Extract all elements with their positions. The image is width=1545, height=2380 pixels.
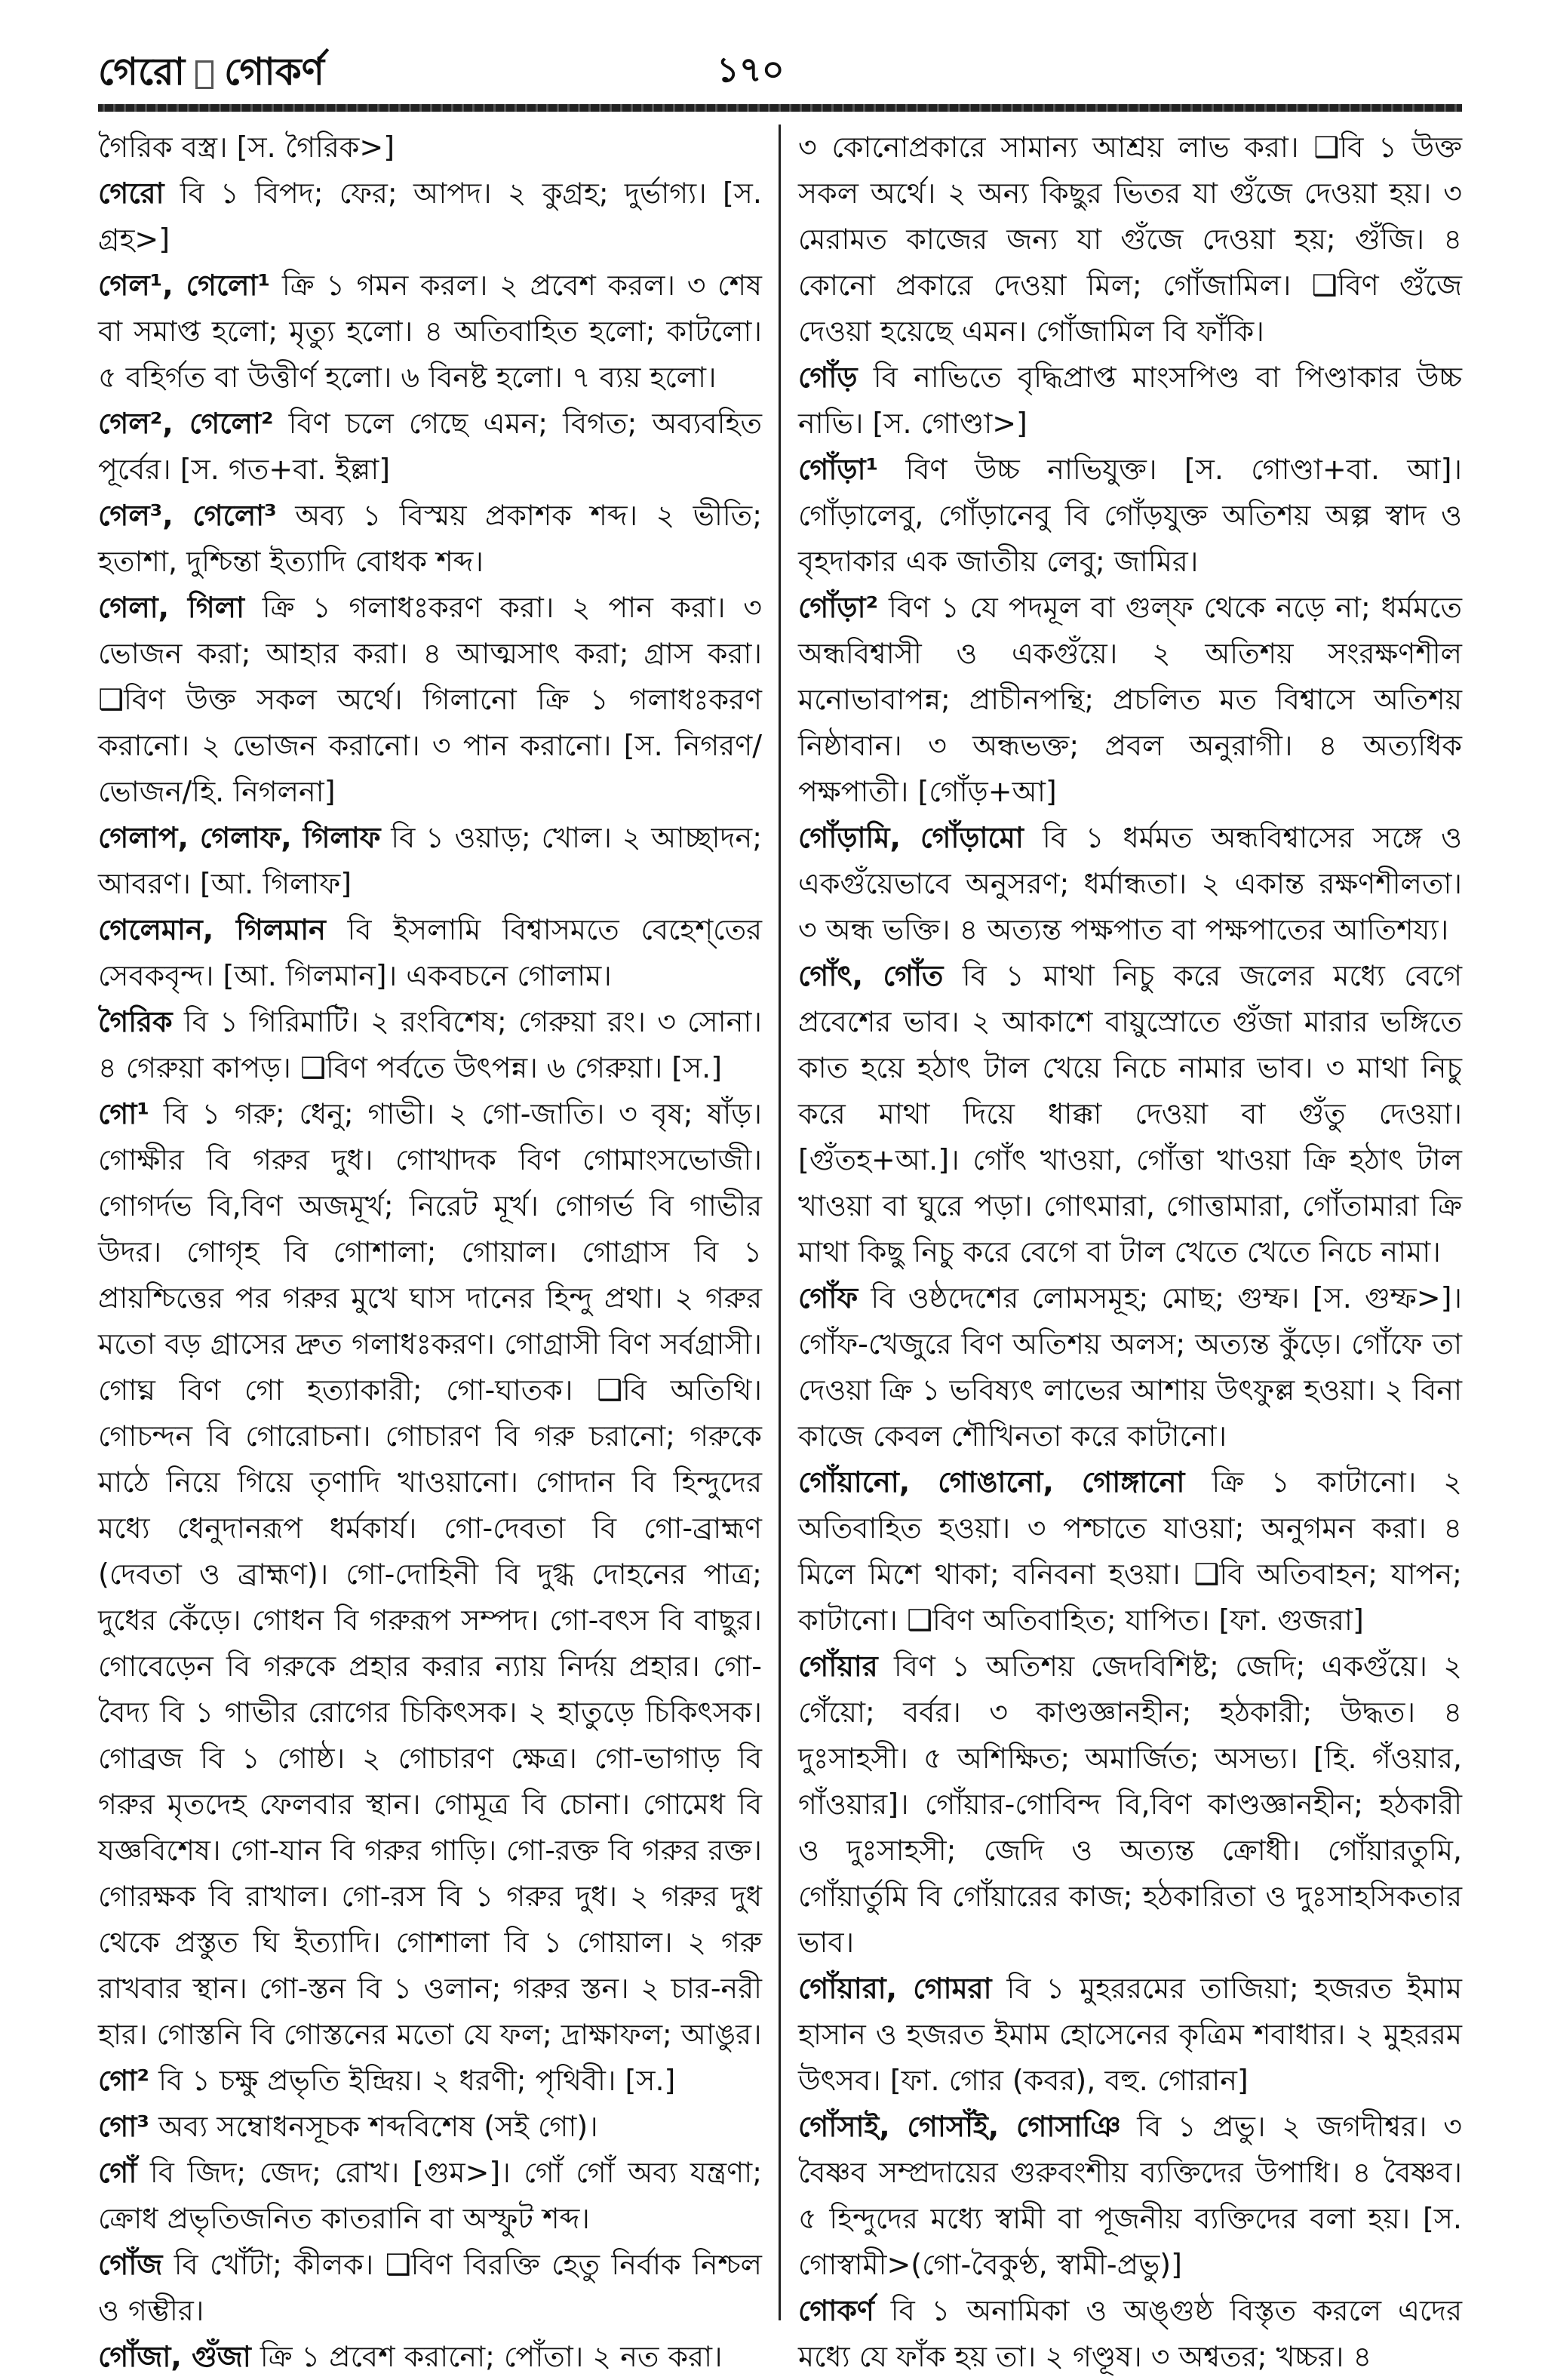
- entry-definition: বি ওষ্ঠদেশের লোমসমূহ; মোছ; গুম্ফ। [স. গুম্ফ>]। গোঁফ-খেজুরে বিণ অতিশয় অলস; অত্যন্ত কুঁড়ে। গোঁফে তা দেওয়া ক্রি ১ ভবিষ্যৎ লাভের আশায় উৎফুল্ল হওয়া। ২ বিনা কাজে কেবল শৌখিনতা করে কাটানো।: [798, 1281, 1462, 1453]
- dictionary-entry: [98, 585, 762, 815]
- entry-definition: ক্রি ১ গলাধঃকরণ করা। ২ পান করা। ৩ ভোজন করা; আহার করা। ৪ আত্মসাৎ করা; গ্রাস করা। ❑বিণ উক্ত সকল অর্থে। গিলানো ক্রি ১ গলাধঃকরণ করানো। ২ ভোজন করানো। ৩ পান করানো। [স. নিগরণ/ভোজন/হি. নিগলনা]: [98, 591, 762, 808]
- entry-definition: অব্য সম্বোধনসূচক শব্দবিশেষ (সই গো)।: [149, 2110, 598, 2143]
- entry-headword: গোকর্ণ: [798, 2294, 874, 2327]
- entry-definition: ক্রি ১ প্রবেশ করানো; পোঁতা। ২ নত করা।: [250, 2340, 723, 2373]
- entry-definition: বি ১ গরু; ধেনু; গাভী। ২ গো-জাতি। ৩ বৃষ; ষাঁড়। গোক্ষীর বি গরুর দুধ। গোখাদক বিণ গোমাংসভোজী। গোগর্দভ বি,বিণ অজমূর্খ; নিরেট মূর্খ। গোগর্ভ বি গাভীর উদর। গোগৃহ বি গোশালা; গোয়াল। গোগ্রাস বি ১ প্রায়শ্চিত্তের পর গরুর মুখে ঘাস দানের হিন্দু প্রথা। ২ গরুর মতো বড় গ্রাসের দ্রুত গলাধঃকরণ। গোগ্রাসী বিণ সর্বগ্রাসী। গোঘ্ন বিণ গো হত্যাকারী; গো-ঘাতক। ❑বি অতিথি। গোচন্দন বি গোরোচনা। গোচারণ বি গরু চরানো; গরুকে মাঠে নিয়ে গিয়ে তৃণাদি খাওয়ানো। গোদান বি হিন্দুদের মধ্যে ধেনুদানরূপ ধর্মকার্য। গো-দেবতা বি গো-ব্রাহ্মণ (দেবতা ও ব্রাহ্মণ)। গো-দোহিনী বি দুগ্ধ দোহনের পাত্র; দুধের কেঁড়ে। গোধন বি গরুরূপ সম্পদ। গো-বৎস বি বাছুর। গোবেড়েন বি গরুকে প্রহার করার ন্যায় নির্দয় প্রহার। গো-বৈদ্য বি ১ গাভীর রোগের চিকিৎসক। ২ হাতুড়ে চিকিৎসক। গোব্রজ বি ১ গোষ্ঠ। ২ গোচারণ ক্ষেত্র। গো-ভাগাড় বি গরুর মৃতদেহ ফেলবার স্থান। গোমূত্র বি চোনা। গোমেধ বি যজ্ঞবিশেষ। গো-যান বি গরুর গাড়ি। গো-রক্ত বি গরুর রক্ত। গোরক্ষক বি রাখাল। গো-রস বি ১ গরুর দুধ। ২ গরুর দুধ থেকে প্রস্তুত ঘি ইত্যাদি। গোশালা বি ১ গোয়াল। ২ গরু রাখবার স্থান। গো-স্তন বি ১ ওলান; গরুর স্তন। ২ চার-নরী হার। গোস্তনি বি গোস্তনের মতো যে ফল; দ্রাক্ষাফল; আঙুর।: [98, 1097, 762, 2051]
- entry-headword: গেলাপ, গেলাফ, গিলাফ: [98, 821, 381, 854]
- entry-headword: গেল¹, গেলো¹: [98, 269, 271, 302]
- entry-definition: বি জিদ; জেদ; রোখ। [গুম>]। গোঁ গোঁ অব্য যন্ত্রণা; ক্রোধ প্রভৃতিজনিত কাতরানি বা অস্ফুট শব্দ।: [98, 2156, 762, 2235]
- dictionary-entry: [798, 1966, 1462, 2104]
- entry-definition: বি ১ ধর্মমত অন্ধবিশ্বাসের সঙ্গে ও একগুঁয়েভাবে অনুসরণ; ধর্মান্ধতা। ২ একান্ত রক্ষণশীলতা। ৩ অন্ধ ভক্তি। ৪ অত্যন্ত পক্ষপাত বা পক্ষপাতের আতিশয্য।: [798, 821, 1462, 946]
- right-column: [798, 125, 1462, 2373]
- dictionary-entry: [798, 2104, 1462, 2288]
- dictionary-entry: [98, 401, 762, 493]
- dictionary-entry: [98, 263, 762, 401]
- entry-headword: গোঁড়ামি, গোঁড়ামো: [798, 821, 1024, 854]
- entry-definition: বি ১ অনামিকা ও অঙ্গুষ্ঠ বিস্তৃত করলে এদের মধ্যে যে ফাঁক হয় তা। ২ গণ্ডূষ। ৩ অশ্বতর; খচ্চর। ৪: [798, 2294, 1462, 2373]
- dictionary-entry: [98, 999, 762, 1091]
- dictionary-entry: [98, 907, 762, 999]
- entry-headword: গোঁৎ, গোঁত: [798, 959, 944, 992]
- dictionary-entry: [98, 2104, 762, 2150]
- entry-definition: বিণ উচ্চ নাভিযুক্ত। [স. গোণ্ডা+বা. আ]। গোঁড়ালেবু, গোঁড়ানেবু বি গোঁড়যুক্ত অতিশয় অল্প স্বাদ ও বৃহদাকার এক জাতীয় লেবু; জামির।: [798, 453, 1462, 578]
- entry-definition: বি ইসলামি বিশ্বাসমতে বেহেশ্‌তের সেবকবৃন্দ। [আ. গিলমান]। একবচনে গোলাম।: [98, 913, 763, 992]
- dictionary-entry: [798, 1644, 1462, 1966]
- dictionary-entry: [798, 1459, 1462, 1644]
- dictionary-entry: [798, 1275, 1462, 1459]
- entry-headword: গোঁজা, গুঁজা: [98, 2340, 251, 2373]
- entry-headword: গোঁ: [98, 2156, 137, 2189]
- entry-definition: বি ১ ওয়াড়; খোল। ২ আচ্ছাদন; আবরণ। [আ. গিলাফ]: [98, 821, 762, 900]
- entry-headword: গৈরিক: [98, 1005, 173, 1038]
- dictionary-entry: [798, 953, 1462, 1275]
- entry-headword: গেল², গেলো²: [98, 407, 274, 440]
- dictionary-entry: [98, 2058, 762, 2104]
- entry-headword: গোঁয়ানো, গোঙানো, গোঙ্গানো: [798, 1465, 1185, 1499]
- column-divider: [779, 125, 781, 2320]
- left-column: [98, 125, 763, 2373]
- entry-definition: বি খোঁটা; কীলক। ❑বিণ বিরক্তি হেতু নির্বাক নিশ্চল ও গম্ভীর।: [98, 2248, 762, 2327]
- entry-headword: গো¹: [98, 1097, 149, 1130]
- last-guide-word: গোকর্ণ: [224, 50, 324, 94]
- page-number: ১৭০: [717, 49, 785, 90]
- dictionary-entry: [98, 2242, 762, 2334]
- entry-definition: গৈরিক বস্ত্র। [স. গৈরিক>]: [98, 131, 395, 164]
- entry-definition: বি ১ মাথা নিচু করে জলের মধ্যে বেগে প্রবেশের ভাব। ২ আকাশে বায়ুস্রোতে গুঁজা মারার ভঙ্গিতে কাত হয়ে হঠাৎ টাল খেয়ে নিচে নামার ভাব। ৩ মাথা নিচু করে মাথা দিয়ে ধাক্কা দেওয়া বা গুঁতু দেওয়া। [গুঁতহ+আ.]। গোঁৎ খাওয়া, গোঁত্তা খাওয়া ক্রি হঠাৎ টাল খাওয়া বা ঘুরে পড়া। গোৎমারা, গোত্তামারা, গোঁতামারা ক্রি মাথা কিছু নিচু করে বেগে বা টাল খেতে খেতে নিচে নামা।: [798, 959, 1462, 1268]
- entry-headword: গেলা, গিলা: [98, 591, 245, 624]
- entry-headword: গো²: [98, 2064, 149, 2097]
- dictionary-entry: [798, 585, 1462, 815]
- entry-definition: ক্রি ১ কাটানো। ২ অতিবাহিত হওয়া। ৩ পশ্চাতে যাওয়া; অনুগমন করা। ৪ মিলে মিশে থাকা; বনিবনা হওয়া। ❑বি অতিবাহন; যাপন; কাটানো। ❑বিণ অতিবাহিত; যাপিত। [ফা. গুজরা]: [798, 1465, 1462, 1637]
- dictionary-entry: [798, 447, 1462, 585]
- entry-headword: গোঁজ: [98, 2248, 163, 2281]
- dictionary-entry: [98, 2334, 762, 2380]
- entry-headword: গোঁয়ারা, গোমরা: [798, 1972, 992, 2005]
- entry-definition: বি ১ বিপদ; ফের; আপদ। ২ কুগ্রহ; দুর্ভাগ্য। [স. গ্রহ>]: [98, 177, 762, 256]
- entry-definition: অব্য ১ বিস্ময় প্রকাশক শব্দ। ২ ভীতি; হতাশা, দুশ্চিন্তা ইত্যাদি বোধক শব্দ।: [98, 499, 763, 578]
- dictionary-entry: [798, 815, 1462, 953]
- dictionary-entry: [798, 125, 1462, 355]
- entry-headword: গো³: [98, 2110, 149, 2143]
- entry-headword: গোঁড়া²: [798, 591, 879, 624]
- entry-headword: গোঁফ: [798, 1281, 859, 1315]
- entry-definition: ৩ কোনোপ্রকারে সামান্য আশ্রয় লাভ করা। ❑বি ১ উক্ত সকল অর্থে। ২ অন্য কিছুর ভিতর যা গুঁজে দেওয়া হয়। ৩ মেরামত কাজের জন্য যা গুঁজে দেওয়া হয়; গুঁজি। ৪ কোনো প্রকারে দেওয়া মিল; গোঁজামিল। ❑বিণ গুঁজে দেওয়া হয়েছে এমন। গোঁজামিল বি ফাঁকি।: [798, 131, 1462, 348]
- entry-headword: গোঁড়: [798, 361, 858, 394]
- entry-headword: গোঁড়া¹: [798, 453, 879, 486]
- entry-definition: বি ১ মুহররমের তাজিয়া; হজরত ইমাম হাসান ও হজরত ইমাম হোসেনের কৃত্রিম শবাধার। ২ মুহররম উৎসব। [ফা. গোর (কবর), বহু. গোরান]: [798, 1972, 1462, 2097]
- dictionary-entry: [798, 355, 1462, 447]
- dictionary-entry: [98, 2150, 762, 2242]
- dictionary-entry: [98, 1091, 762, 2058]
- entry-definition: ক্রি ১ গমন করল। ২ প্রবেশ করল। ৩ শেষ বা সমাপ্ত হলো; মৃত্যু হলো। ৪ অতিবাহিত হলো; কাটলো। ৫ বহির্গত বা উত্তীর্ণ হলো। ৬ বিনষ্ট হলো। ৭ ব্যয় হলো।: [98, 269, 762, 394]
- dictionary-entry: [98, 493, 762, 585]
- entry-headword: গেল³, গেলো³: [98, 499, 277, 532]
- dictionary-entry: [798, 2288, 1462, 2380]
- entry-headword: গেলেমান, গিলমান: [98, 913, 326, 946]
- dictionary-entry: [98, 125, 762, 171]
- page-header: [98, 38, 1462, 98]
- entry-headword: গোঁয়ার: [798, 1650, 878, 1683]
- entry-definition: বি ১ গিরিমাটি। ২ রংবিশেষ; গেরুয়া রং। ৩ সোনা। ৪ গেরুয়া কাপড়। ❑বিণ পর্বতে উৎপন্ন। ৬ গেরুয়া। [স.]: [98, 1005, 762, 1084]
- guide-words: [98, 44, 324, 106]
- entry-definition: বি ১ প্রভু। ২ জগদীশ্বর। ৩ বৈষ্ণব সম্প্রদায়ের গুরুবংশীয় ব্যক্তিদের উপাধি। ৪ বৈষ্ণব। ৫ হিন্দুদের মধ্যে স্বামী বা পূজনীয় ব্যক্তিদের বলা হয়। [স. গোস্বামী>(গো-বৈকুণ্ঠ, স্বামী-প্রভু)]: [798, 2110, 1462, 2281]
- entry-definition: বিণ ১ অতিশয় জেদবিশিষ্ট; জেদি; একগুঁয়ে। ২ গেঁয়ো; বর্বর। ৩ কাণ্ডজ্ঞানহীন; হঠকারী; উদ্ধত। ৪ দুঃসাহসী। ৫ অশিক্ষিত; অমার্জিত; অসভ্য। [হি. গঁওয়ার, গাঁওয়ার]। গোঁয়ার-গোবিন্দ বি,বিণ কাণ্ডজ্ঞানহীন; হঠকারী ও দুঃসাহসী; জেদি ও অত্যন্ত ক্রোধী। গোঁয়ারতুমি, গোঁয়ার্তুমি বি গোঁয়ারের কাজ; হঠকারিতা ও দুঃসাহসিকতার ভাব।: [798, 1650, 1462, 1959]
- entry-headword: গোঁসাই, গোসাঁই, গোসাঞি: [798, 2110, 1121, 2143]
- dictionary-entry: [98, 815, 762, 907]
- entry-headword: গেরো: [98, 177, 164, 210]
- guide-separator-icon: [195, 60, 213, 89]
- dictionary-entry: [98, 171, 762, 263]
- header-rule: [98, 104, 1462, 112]
- entry-definition: বিণ চলে গেছে এমন; বিগত; অব্যবহিত পূর্বের। [স. গত+বা. ইল্লা]: [98, 407, 762, 486]
- entry-definition: বি ১ চক্ষু প্রভৃতি ইন্দ্রিয়। ২ ধরণী; পৃথিবী। [স.]: [149, 2064, 676, 2097]
- entry-definition: বিণ ১ যে পদমূল বা গুল্‌ফ থেকে নড়ে না; ধর্মমতে অন্ধবিশ্বাসী ও একগুঁয়ে। ২ অতিশয় সংরক্ষণশীল মনোভাবাপন্ন; প্রাচীনপন্থি; প্রচলিত মত বিশ্বাসে অতিশয় নিষ্ঠাবান। ৩ অন্ধভক্ত; প্রবল অনুরাগী। ৪ অত্যধিক পক্ষপাতী। [গোঁড়+আ]: [798, 591, 1462, 808]
- entry-definition: বি নাভিতে বৃদ্ধিপ্রাপ্ত মাংসপিণ্ড বা পিণ্ডাকার উচ্চ নাভি। [স. গোণ্ডা>]: [798, 361, 1462, 440]
- first-guide-word: গেরো: [98, 50, 186, 94]
